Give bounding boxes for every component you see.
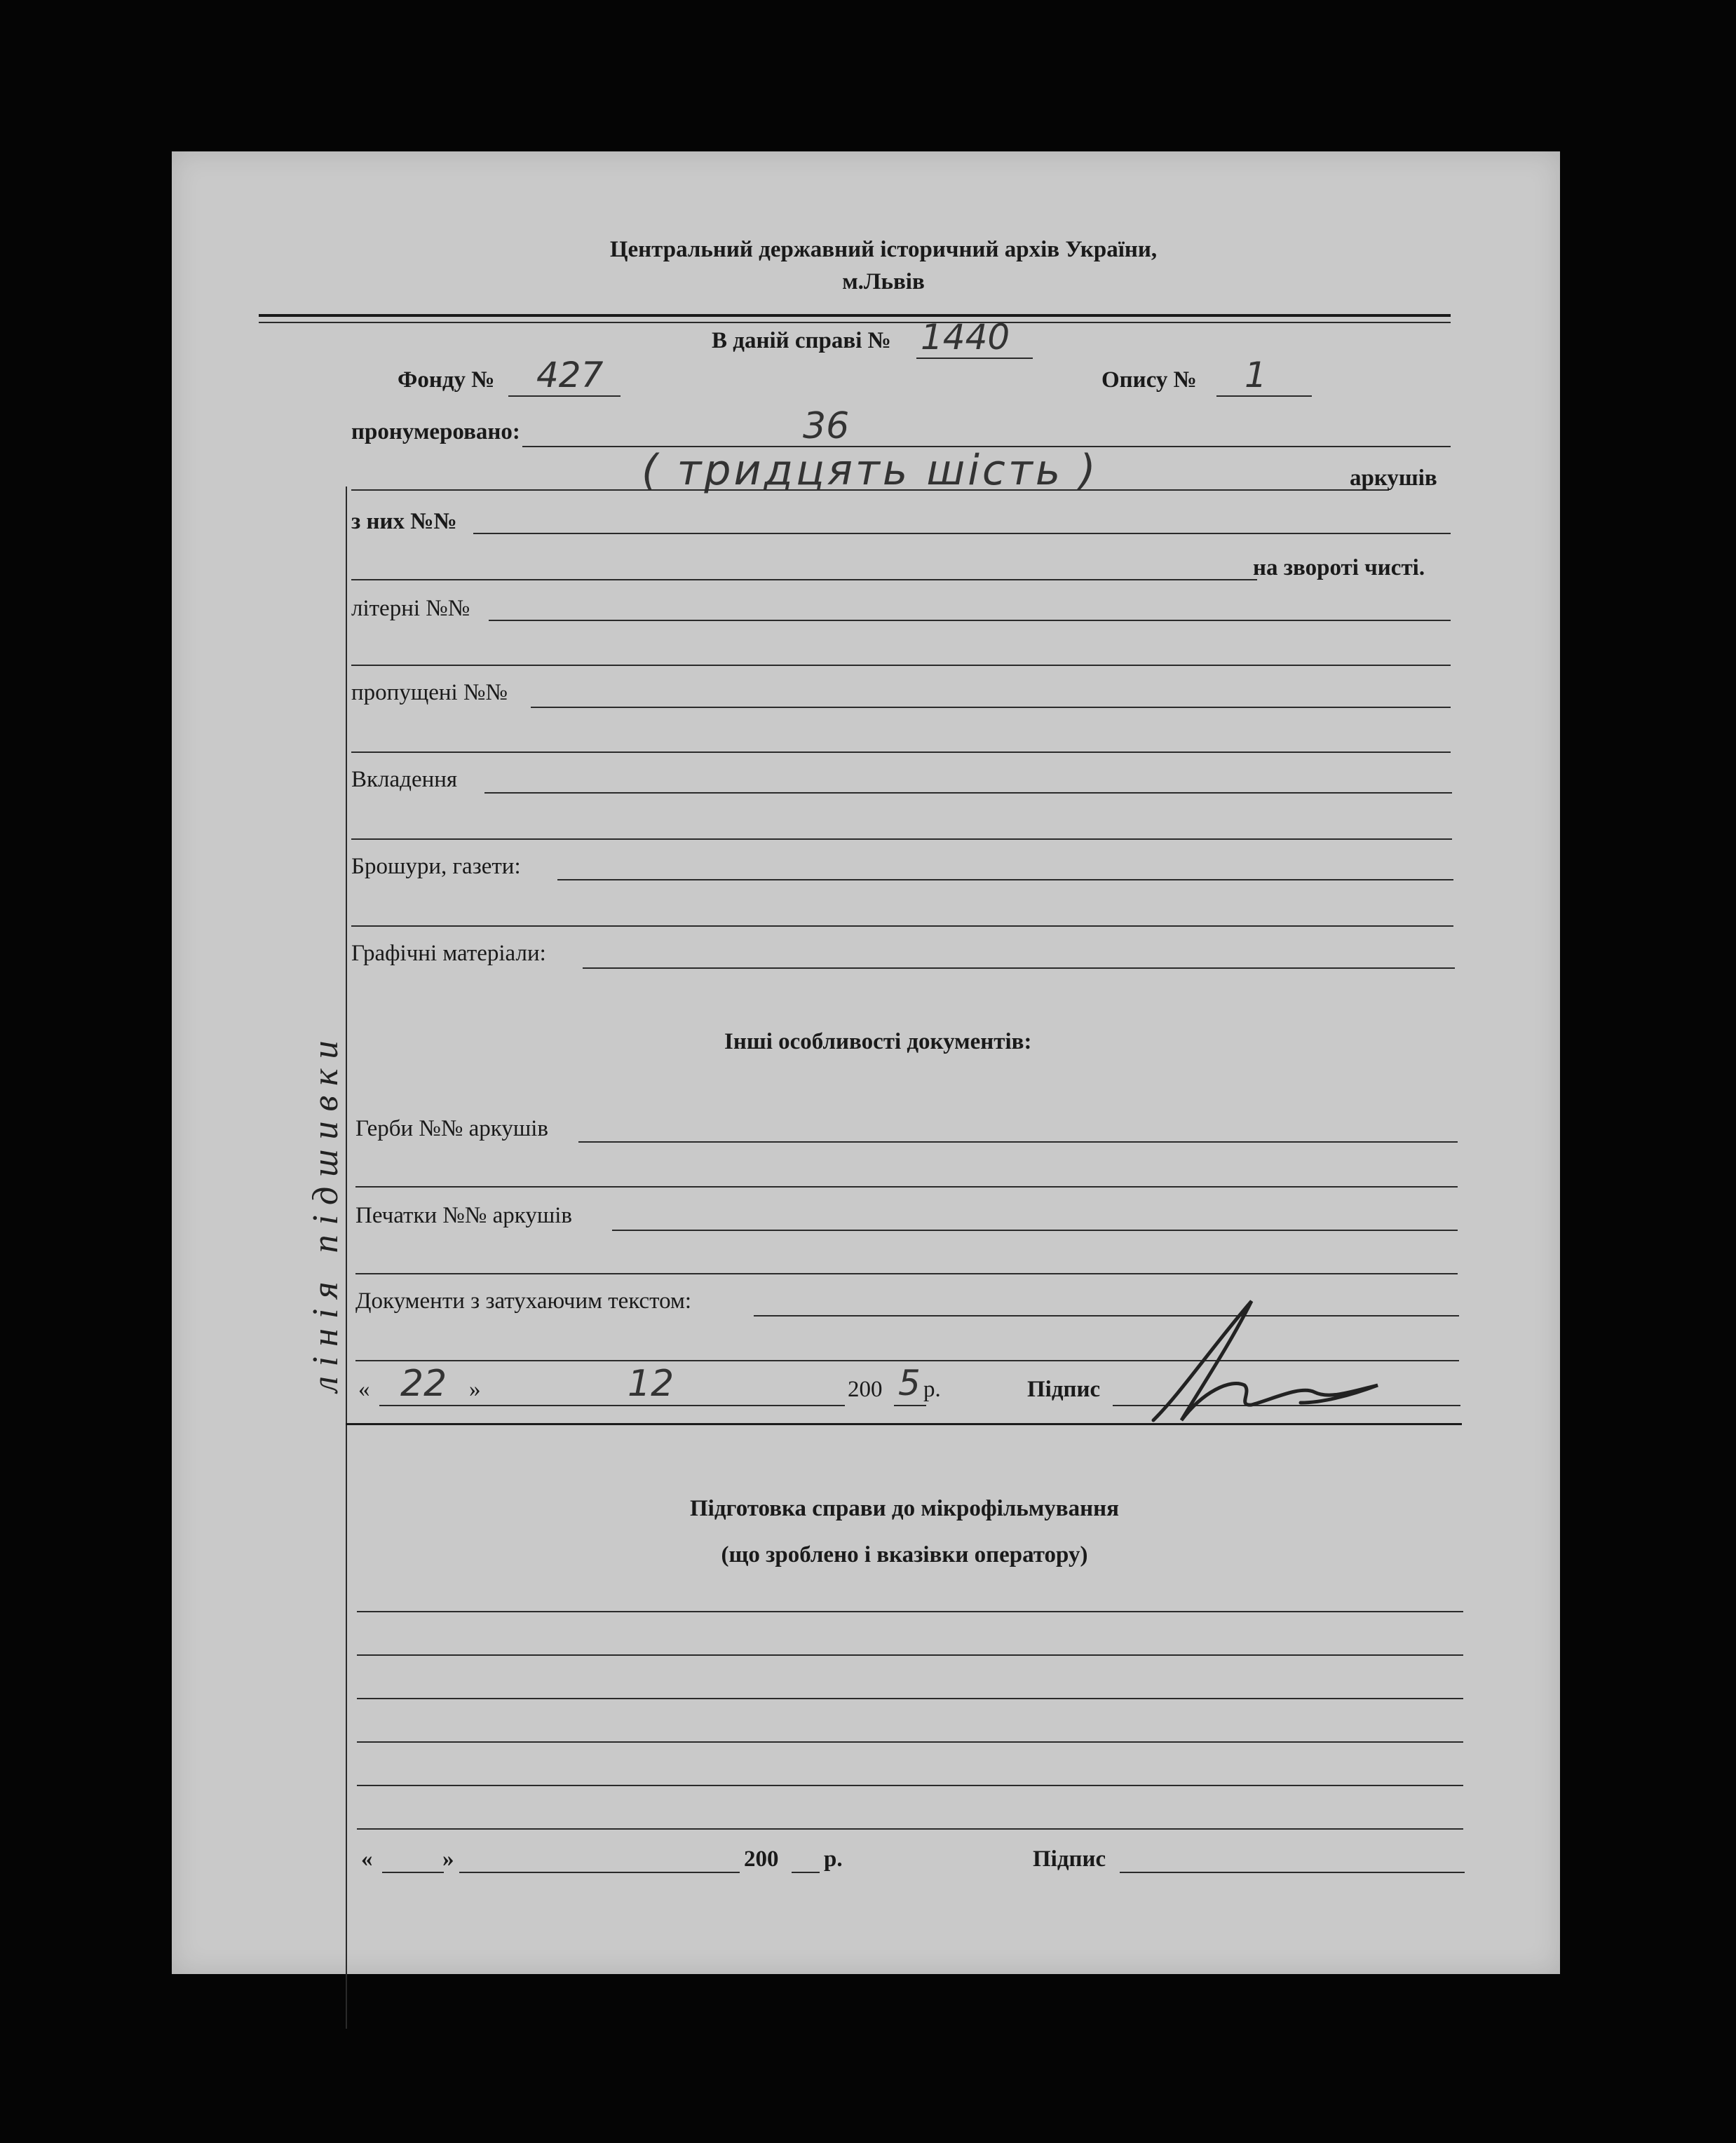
fond-label: Фонду № [398,367,495,393]
microfilm-line-3 [357,1698,1463,1699]
enclosures-label: Вкладення [351,767,458,792]
fond-line [508,395,621,397]
microfilm-line-1 [357,1611,1463,1612]
enclosures-line-2 [351,838,1452,840]
of-them-line [473,533,1451,534]
date1-year-unit: р. [923,1377,941,1402]
brochures-line-2 [351,925,1453,927]
date2-year-line [792,1872,820,1873]
back-blank-line [351,579,1257,580]
binding-line-label: лінія підшивки [306,1030,346,1392]
signature-line-2 [1120,1872,1465,1873]
date1-day-line [379,1405,484,1406]
seals-label: Печатки №№ аркушів [355,1203,573,1228]
date2-signature-label: Підпис [1033,1846,1106,1872]
microfilm-heading: Підготовка справи до мікрофільмування [690,1496,1119,1521]
archive-city: м.Львів [842,269,925,294]
microfilm-line-2 [357,1654,1463,1656]
opys-label: Опису № [1101,367,1197,393]
graphics-line [583,967,1455,969]
case-number: 1440 [921,317,1010,358]
seals-line-2 [355,1273,1458,1274]
date1-year-suffix: 5 [898,1363,921,1403]
graphics-label: Графічні матеріали: [351,941,546,966]
date2-year: 200 [744,1846,779,1872]
numbered-words-line [351,489,1389,491]
seals-line [612,1230,1458,1231]
signature-mark [1139,1287,1434,1427]
back-blank-label: на звороті чисті. [1253,555,1425,580]
date1-month: 12 [628,1363,674,1405]
date2-month-line [459,1872,740,1873]
coats-line [578,1141,1458,1143]
case-label: В даній справі № [712,328,891,353]
skipped-line [531,707,1451,708]
archive-title: Центральний державний історичний архів України, [609,237,1158,262]
fading-label: Документи з затухаючим текстом: [355,1288,692,1314]
header-rule-thick [259,314,1451,317]
skipped-line-2 [351,751,1451,753]
case-number-line [916,358,1033,359]
date1-signature-label: Підпис [1027,1377,1101,1402]
date1-open-quote: « [358,1377,370,1402]
date1-year-line [894,1405,926,1406]
numbered-value: 36 [803,405,850,447]
microfilm-line-5 [357,1785,1463,1786]
letter-line [489,620,1451,621]
date2-close-quote: » [442,1846,454,1872]
date1-year-prefix: 200 [848,1377,883,1402]
letter-label: літерні №№ [351,596,470,621]
skipped-label: пропущені №№ [351,680,508,705]
date1-day: 22 [400,1363,447,1405]
other-features-heading: Інші особливості документів: [724,1029,1032,1054]
numbered-label: пронумеровано: [351,419,520,444]
enclosures-line [484,792,1452,794]
date1-close-quote: » [469,1377,481,1402]
microfilm-subheading: (що зроблено і вказівки оператору) [721,1542,1088,1567]
date2-day-line [382,1872,444,1873]
coats-line-2 [355,1186,1458,1188]
sheets-unit: аркушів [1350,465,1437,491]
of-them-label: з них №№ [351,509,457,534]
opys-number: 1 [1245,355,1267,395]
letter-line-2 [351,665,1451,666]
brochures-label: Брошури, газети: [351,854,521,879]
fond-number: 427 [536,355,604,395]
archive-form-sheet [172,151,1560,1974]
microfilm-line-4 [357,1741,1463,1743]
date2-open-quote: « [361,1846,373,1872]
header-rule-thin [259,322,1451,323]
numbered-words: ( тридцять шість ) [642,446,1099,495]
opys-line [1216,395,1312,397]
date1-month-line [484,1405,845,1406]
date2-year-unit: р. [824,1846,843,1872]
brochures-line [557,879,1453,880]
section-divider [346,1423,1462,1425]
coats-label: Герби №№ аркушів [355,1116,549,1141]
microfilm-line-6 [357,1828,1463,1830]
